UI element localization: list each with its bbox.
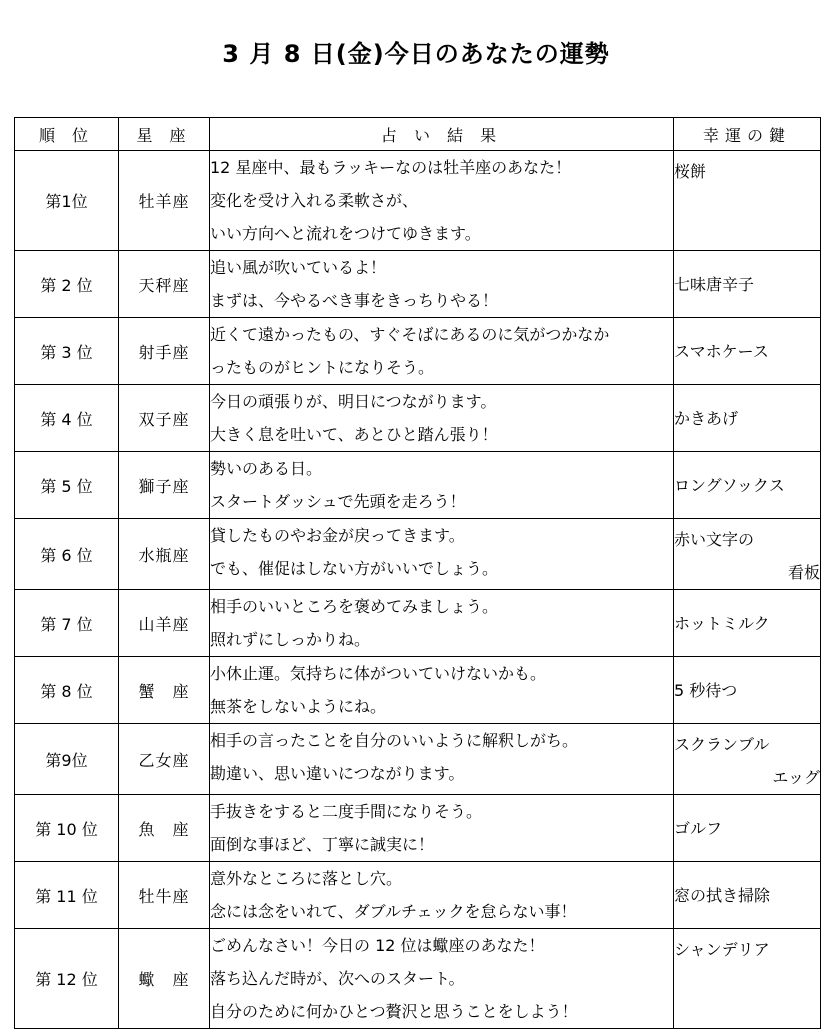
result-cell (210, 318, 674, 385)
lucky-key-cell (674, 318, 821, 385)
fortune-table (14, 117, 821, 1029)
lucky-key-cell (674, 862, 821, 929)
header-lucky-key: 幸運の鍵 (674, 118, 821, 151)
sign-cell: 蟹 座 (119, 657, 210, 724)
result-line: 勢いのある日。 (210, 459, 323, 478)
result-line: 今日の頑張りが、明日につながります。 (210, 392, 497, 411)
result-line: 追い風が吹いているよ！ (210, 258, 387, 277)
result-line: ごめんなさい！今日の 12 位は蠍座のあなた！ (210, 936, 545, 955)
rank-cell: 第 11 位 (15, 862, 119, 929)
result-line: 照れずにしっかりね。 (210, 630, 371, 649)
result-line: まずは、今やるべき事をきっちりやる！ (210, 291, 499, 310)
rank-cell: 第 12 位 (15, 929, 119, 1029)
result-line: でも、催促はしない方がいいでしょう。 (210, 559, 499, 578)
header-sign: 星 座 (119, 118, 210, 151)
table-row (15, 929, 821, 1029)
result-cell (210, 251, 674, 318)
lucky-key-text: 5 秒待つ (674, 680, 738, 700)
sign-cell: 蠍 座 (119, 929, 210, 1029)
table-row (15, 657, 821, 724)
lucky-key-cell (674, 929, 821, 1029)
result-cell (210, 929, 674, 1029)
sign-cell: 乙女座 (119, 724, 210, 795)
lucky-key-text: シャンデリア (674, 940, 770, 959)
lucky-key-cell (674, 590, 821, 657)
result-cell (210, 862, 674, 929)
result-line: 相手の言ったことを自分のいいように解釈しがち。 (210, 731, 579, 750)
rank-cell: 第 4 位 (15, 385, 119, 452)
result-line: 近くて遠かったもの、すぐそばにあるのに気がつかなか (210, 325, 610, 344)
lucky-key-text: エッグ (772, 768, 820, 787)
header-rank: 順 位 (15, 118, 119, 151)
result-line: 手抜きをすると二度手間になりそう。 (210, 802, 483, 821)
table-row (15, 519, 821, 590)
result-line: 小休止運。気持ちに体がついていけないかも。 (210, 664, 547, 683)
rank-cell: 第1位 (15, 151, 119, 251)
sign-cell: 天秤座 (119, 251, 210, 318)
lucky-key-text: ゴルフ (674, 818, 723, 838)
sign-cell: 牡羊座 (119, 151, 210, 251)
result-line: スタートダッシュで先頭を走ろう！ (210, 492, 466, 511)
lucky-key-cell (674, 452, 821, 519)
result-line: ったものがヒントになりそう。 (210, 358, 435, 377)
lucky-key-cell (674, 385, 821, 452)
result-cell (210, 590, 674, 657)
lucky-key-cell (674, 251, 821, 318)
lucky-key-cell (674, 151, 821, 251)
result-line: 落ち込んだ時が、次へのスタート。 (210, 969, 465, 988)
sign-cell: 双子座 (119, 385, 210, 452)
result-cell (210, 795, 674, 862)
rank-cell: 第 2 位 (15, 251, 119, 318)
result-line: 無茶をしないようにね。 (210, 697, 387, 716)
header-row (15, 118, 821, 151)
sign-cell: 山羊座 (119, 590, 210, 657)
rank-cell: 第 10 位 (15, 795, 119, 862)
sign-cell: 獅子座 (119, 452, 210, 519)
lucky-key-text: 窓の拭き掃除 (674, 885, 771, 905)
result-line: 念には念をいれて、ダブルチェックを怠らない事！ (210, 902, 577, 921)
result-cell (210, 519, 674, 590)
table-row (15, 452, 821, 519)
rank-cell: 第9位 (15, 724, 119, 795)
page-title: 3 月 8 日(金)今日のあなたの運勢 (222, 40, 610, 68)
table-row (15, 590, 821, 657)
result-cell (210, 724, 674, 795)
lucky-key-text: ロングソックス (674, 475, 785, 495)
header-result: 占 い 結 果 (210, 118, 674, 151)
lucky-key-text: ホットミルク (674, 613, 770, 633)
result-line: 貸したものやお金が戻ってきます。 (210, 526, 465, 545)
lucky-key-cell (674, 657, 821, 724)
rank-cell: 第 3 位 (15, 318, 119, 385)
sign-cell: 射手座 (119, 318, 210, 385)
result-line: 12 星座中、最もラッキーなのは牡羊座のあなた！ (210, 158, 572, 177)
result-line: 変化を受け入れる柔軟さが、 (210, 191, 419, 210)
result-cell (210, 452, 674, 519)
lucky-key-text: スクランブル (674, 735, 770, 754)
rank-cell: 第 7 位 (15, 590, 119, 657)
sign-cell: 魚 座 (119, 795, 210, 862)
result-line: 勘違い、思い違いにつながります。 (210, 764, 465, 783)
table-row (15, 318, 821, 385)
table-row (15, 862, 821, 929)
lucky-key-cell (674, 795, 821, 862)
result-line: 大きく息を吐いて、あとひと踏ん張り！ (210, 425, 498, 444)
table-row (15, 795, 821, 862)
result-line: 相手のいいところを褒めてみましょう。 (210, 597, 499, 616)
rank-cell: 第 5 位 (15, 452, 119, 519)
result-cell (210, 151, 674, 251)
sign-cell: 水瓶座 (119, 519, 210, 590)
lucky-key-text: スマホケース (674, 341, 769, 361)
table-row (15, 151, 821, 251)
rank-cell: 第 6 位 (15, 519, 119, 590)
lucky-key-cell (674, 724, 821, 795)
result-line: いい方向へと流れをつけてゆきます。 (210, 224, 481, 243)
result-line: 自分のために何かひとつ贅沢と思うことをしよう！ (210, 1002, 578, 1021)
lucky-key-cell (674, 519, 821, 590)
lucky-key-text: 赤い文字の (674, 530, 755, 549)
lucky-key-text: 桜餅 (674, 162, 707, 181)
table-row (15, 385, 821, 452)
lucky-key-text: かきあげ (674, 408, 739, 428)
table-row (15, 251, 821, 318)
rank-cell: 第 8 位 (15, 657, 119, 724)
lucky-key-text: 看板 (787, 563, 820, 582)
result-line: 意外なところに落とし穴。 (210, 869, 403, 888)
table-row (15, 724, 821, 795)
result-cell (210, 385, 674, 452)
result-cell (210, 657, 674, 724)
sign-cell: 牡牛座 (119, 862, 210, 929)
result-line: 面倒な事ほど、丁寧に誠実に！ (210, 835, 435, 854)
lucky-key-text: 七味唐辛子 (674, 274, 755, 294)
